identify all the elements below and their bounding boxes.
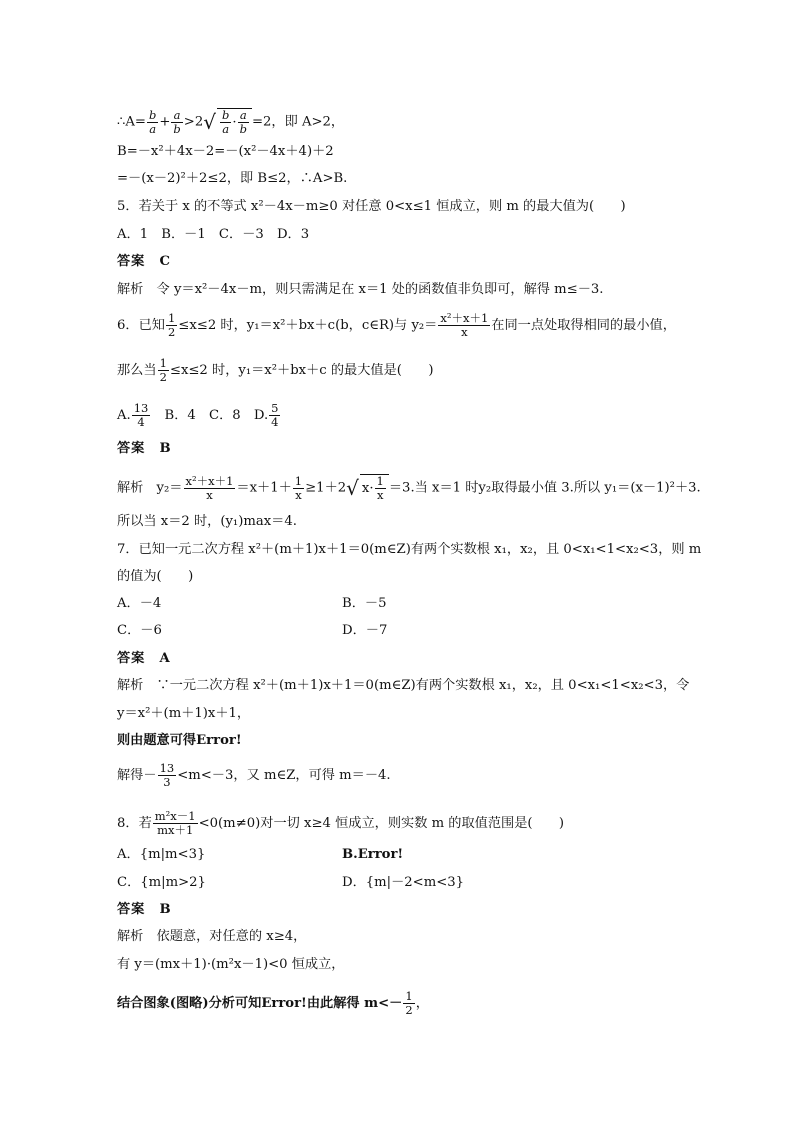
analysis-8-line3: [117, 990, 429, 1017]
text: >2: [183, 114, 204, 130]
numerator: a: [239, 108, 247, 122]
text: 8．若: [117, 816, 152, 831]
text: A.: [117, 408, 131, 423]
denominator: x: [461, 325, 468, 339]
analysis-7-line4: [117, 762, 391, 789]
denominator: 4: [137, 415, 145, 429]
analysis-7-line2: y＝x²＋(m＋1)x＋1，: [117, 706, 251, 721]
line-1: [117, 108, 344, 136]
numerator: a: [173, 107, 181, 122]
analysis-8-line2: 有 y＝(mx＋1)·(m²x－1)<0 恒成立，: [117, 957, 345, 972]
text: ≥1＋2: [305, 480, 347, 496]
sqrt-sign: √: [346, 476, 359, 500]
answer-8: 答案 B: [117, 902, 172, 917]
numerator: b: [148, 107, 157, 122]
question-6: [117, 312, 676, 339]
fraction: [147, 109, 158, 136]
fraction: [184, 475, 236, 502]
denominator: x: [376, 488, 384, 502]
text: +: [159, 114, 171, 130]
numerator: 1: [405, 989, 413, 1003]
question-7-line2: 的值为( ): [117, 569, 194, 584]
text: 那么当: [117, 363, 157, 378]
analysis-5: 解析 令 y＝x²－4x－m，则只需满足在 x＝1 处的函数值非负即可，解得 m≤－3.: [117, 282, 604, 297]
text: ，: [415, 996, 429, 1011]
analysis-7: 解析 ∵一元二次方程 x²＋(m＋1)x＋1＝0(m∈Z)有两个实数根 x₁，x₂，且 0<x₁<1<x₂<3，令: [117, 678, 690, 693]
line-3: =－(x－2)²＋2≤2，即 B≤2，∴A>B.: [117, 171, 348, 186]
analysis-7-line3: 则由题意可得Error!: [117, 733, 242, 748]
question-6-options: [117, 402, 281, 429]
fraction: [132, 402, 151, 429]
text: ≤x≤2 时，y₁＝x²＋bx＋c 的最大值是( ): [169, 363, 434, 378]
numerator: 1: [159, 356, 167, 370]
denominator: 4: [271, 415, 279, 429]
denominator: x: [295, 487, 302, 502]
text: 6．已知: [117, 318, 165, 333]
fraction: [166, 312, 177, 339]
denominator: x: [206, 487, 213, 502]
denominator: mx＋1: [157, 823, 194, 837]
option-a: A．－4: [117, 596, 162, 611]
text: ＝3.当 x＝1 时y₂取得最小值 3.所以 y₁＝(x－1)²＋3.: [388, 480, 701, 496]
denominator: a: [149, 121, 157, 136]
text: <0(m≠0)对一切 x≥4 恒成立，则实数 m 的取值范围是( ): [198, 816, 565, 831]
text: ∴A=: [117, 114, 146, 130]
question-8: [117, 810, 564, 837]
text: =2，即 A>2，: [251, 114, 345, 130]
option-d: D．－7: [342, 623, 388, 638]
numerator: x²＋x＋1: [185, 473, 234, 488]
sqrt-sign: √: [203, 110, 216, 134]
fraction: [171, 109, 182, 136]
analysis-8: 解析 依题意，对任意的 x≥4，: [117, 929, 307, 944]
fraction: [438, 312, 490, 339]
question-8-options-row2: [117, 874, 677, 892]
answer-7: 答案 A: [117, 651, 171, 666]
denominator: 2: [405, 1003, 413, 1017]
denominator: 2: [159, 370, 167, 384]
text: 解得－: [117, 768, 157, 783]
denominator: 3: [163, 775, 171, 789]
analysis-6-line2: 所以当 x＝2 时，(y₁)max＝4.: [117, 514, 297, 529]
text: ＝x＋1＋: [236, 480, 292, 496]
denominator: 2: [167, 325, 176, 339]
numerator: 13: [159, 761, 175, 775]
line-2: B=－x²＋4x－2=－(x²－4x＋4)＋2: [117, 144, 334, 159]
denominator: b: [173, 121, 181, 136]
text: ≤x≤2 时，y₁＝x²＋bx＋c(b，c∈R)与 y₂＝: [178, 318, 438, 333]
option-a: A．{m|m<3}: [117, 847, 206, 862]
numerator: b: [221, 108, 230, 122]
option-c: C．{m|m>2}: [117, 875, 206, 890]
numerator: 1: [167, 311, 176, 325]
text: x·: [361, 481, 374, 496]
numerator: 5: [271, 401, 279, 415]
fraction: [158, 357, 169, 384]
option-c: C．－6: [117, 623, 162, 638]
denominator: a: [222, 122, 230, 136]
option-b: B．－5: [342, 596, 387, 611]
option-d: D．{m|－2<m<3}: [342, 875, 465, 890]
option-b: B.Error!: [342, 847, 404, 862]
analysis-6: [117, 474, 701, 502]
answer-6: 答案 B: [117, 441, 172, 456]
question-7-options-row2: [117, 622, 677, 640]
question-6-line2: [117, 357, 433, 384]
sqrt-body: [360, 474, 389, 502]
numerator: m²x－1: [154, 809, 196, 823]
text: <m<－3，又 m∈Z，可得 m＝－4.: [177, 768, 391, 783]
text: 解析 y₂＝: [117, 480, 183, 496]
denominator: b: [239, 122, 247, 136]
answer-5: 答案 C: [117, 254, 172, 269]
numerator: 1: [376, 474, 384, 488]
question-7: 7．已知一元二次方程 x²＋(m＋1)x＋1＝0(m∈Z)有两个实数根 x₁，x₂，且 0<x₁<1<x₂<3，则 m: [117, 542, 702, 557]
fraction: [293, 475, 304, 502]
text: B．4 C．8 D.: [151, 408, 269, 423]
question-5-options: A．1 B．－1 C．－3 D．3: [117, 227, 310, 242]
question-8-options-row1: [117, 846, 677, 864]
numerator: 13: [133, 401, 149, 415]
numerator: 1: [294, 473, 303, 488]
numerator: x²＋x＋1: [440, 311, 489, 325]
question-5: 5．若关于 x 的不等式 x²－4x－m≥0 对任意 0<x≤1 恒成立，则 m 的最大值为( ): [117, 199, 626, 214]
question-7-options-row1: [117, 595, 677, 613]
fraction: [158, 762, 177, 789]
text: 在同一点处取得相同的最小值，: [491, 318, 676, 333]
fraction: [403, 990, 414, 1017]
fraction: [153, 810, 198, 837]
sqrt-body: $\frac{b}{a}$ · $\frac{a}{b}$: [217, 108, 252, 136]
fraction: [269, 402, 280, 429]
text: 结合图象(图略)分析可知Error!由此解得 m<－: [117, 996, 403, 1011]
